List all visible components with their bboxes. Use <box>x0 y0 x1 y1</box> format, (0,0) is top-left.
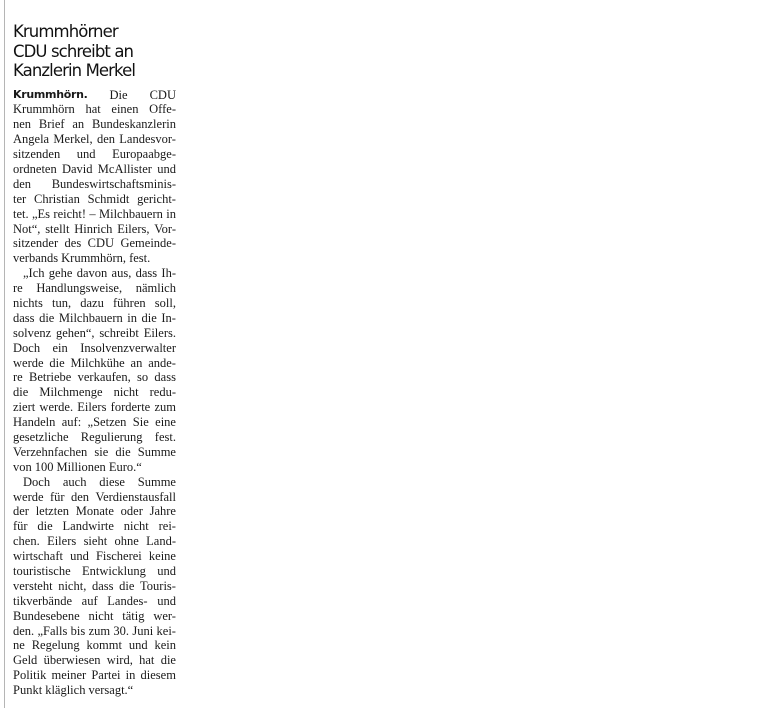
word: Milchbauern <box>99 206 163 221</box>
word: den. <box>13 623 35 638</box>
word: und <box>70 549 89 564</box>
text-line <box>13 177 176 192</box>
word: Partei <box>91 668 121 683</box>
word: nicht <box>123 519 149 534</box>
text-line <box>13 549 176 564</box>
word: ziert <box>13 400 36 415</box>
text-line <box>13 296 176 311</box>
word: Land- <box>146 534 176 549</box>
word: werde <box>13 355 44 370</box>
word: Milchbauern <box>58 310 123 325</box>
headline-line: CDU schreibt an <box>13 41 134 61</box>
word: Summe <box>137 474 176 489</box>
word: Handlungsweise, <box>36 281 123 296</box>
word: gesetzliche <box>13 429 69 444</box>
word: forderte <box>110 400 151 415</box>
word: nämlich <box>135 281 176 296</box>
dateline: Krummhörn. <box>13 87 88 101</box>
word: – <box>89 206 96 221</box>
text-line <box>13 594 176 609</box>
word: sie <box>94 444 109 459</box>
word: an <box>72 117 85 132</box>
text-line <box>13 668 176 683</box>
word: an <box>130 355 143 370</box>
word: ne <box>13 638 25 653</box>
word: tun, <box>52 295 72 310</box>
word: und <box>128 638 148 653</box>
text-line <box>13 415 176 430</box>
word: Jahre <box>149 504 176 519</box>
text-line <box>13 564 176 579</box>
word: den <box>70 489 90 504</box>
word: Fischerei <box>95 549 142 564</box>
text-line <box>13 162 176 177</box>
word: diesem <box>140 668 176 683</box>
word: der <box>13 504 29 519</box>
word: nicht, <box>58 578 87 593</box>
word: Milchkühe <box>70 355 125 370</box>
word: versteht <box>13 578 53 593</box>
text-line <box>13 504 176 519</box>
text-line <box>13 460 176 475</box>
text-line <box>13 192 176 207</box>
word: rei- <box>158 519 176 534</box>
word: Betriebe <box>29 370 72 385</box>
article-body <box>13 88 176 699</box>
word: Eilers <box>47 534 77 549</box>
text-line <box>13 132 176 147</box>
word: ein <box>52 340 68 355</box>
word: nen <box>13 117 32 132</box>
word: Doch <box>23 474 51 489</box>
word: davon <box>76 266 108 281</box>
text-line <box>13 445 176 460</box>
word: In- <box>161 310 176 325</box>
word: Eilers. <box>143 325 176 340</box>
word: nicht <box>113 385 139 400</box>
word: Regulierung <box>80 429 143 444</box>
word: fest. <box>129 251 151 266</box>
word: Die <box>109 87 128 102</box>
word: Eilers <box>77 400 107 415</box>
word: sitzender <box>13 236 59 251</box>
word: gehe <box>48 266 73 281</box>
word: Schmidt <box>87 191 130 206</box>
word: oder <box>120 504 143 519</box>
text-line <box>13 385 176 400</box>
text-line <box>13 490 176 505</box>
word: re <box>13 281 23 296</box>
text-line <box>13 430 176 445</box>
word: auf: <box>61 415 82 430</box>
word: wird, <box>106 653 133 668</box>
word: eine <box>155 415 176 430</box>
word: Landesvor- <box>119 132 176 147</box>
headline-line: Kanzlerin Merkel <box>13 61 136 80</box>
word: in <box>125 668 136 683</box>
word: dass <box>13 310 35 325</box>
text-line <box>13 88 176 103</box>
word: ter <box>13 191 27 206</box>
word: „Ich <box>23 266 45 281</box>
word: 30. <box>113 623 130 638</box>
word: Sie <box>132 415 149 430</box>
column-rule <box>4 0 5 708</box>
word: gericht- <box>137 191 176 206</box>
word: hat <box>85 102 101 117</box>
word: die <box>49 355 65 370</box>
text-line <box>13 207 176 222</box>
word: werde. <box>39 400 74 415</box>
word: tätig <box>122 608 145 623</box>
text-line <box>13 683 176 698</box>
word: und <box>157 593 176 608</box>
word: Krummhörn, <box>61 251 127 266</box>
word: Landwirte <box>62 519 114 534</box>
word: fest. <box>154 429 176 444</box>
word: sieht <box>83 534 108 549</box>
word: Bundesebene <box>13 608 80 623</box>
text-line <box>13 147 176 162</box>
word: des <box>64 236 82 251</box>
word: Bundeswirtschaftsminis- <box>51 176 176 191</box>
word: Christian <box>33 191 80 206</box>
word: meiner <box>51 668 87 683</box>
word: die <box>160 653 176 668</box>
word: einen <box>111 102 139 117</box>
text-line <box>13 519 176 534</box>
word: für <box>13 519 28 534</box>
word: den <box>96 132 115 147</box>
word: touristische <box>13 564 71 578</box>
word: dass <box>154 370 176 385</box>
word: führen <box>113 295 146 310</box>
word: schreibt <box>99 325 139 340</box>
text-line <box>13 475 176 490</box>
word: dazu <box>80 295 104 310</box>
word: Europaabge- <box>112 147 176 162</box>
word: tet. <box>13 206 29 221</box>
word: nicht <box>88 608 114 623</box>
word: chen. <box>13 534 40 549</box>
word: Milchmenge <box>39 385 103 400</box>
word: hat <box>139 653 155 668</box>
word: wer- <box>153 608 176 623</box>
word: soll, <box>154 295 176 310</box>
text-line <box>13 251 176 266</box>
text-line <box>13 341 176 356</box>
word: McAllister <box>97 161 152 176</box>
text-line <box>13 579 176 594</box>
word: CDU <box>149 87 176 102</box>
word: ordneten <box>13 161 57 176</box>
word: Bundeskanzlerin <box>91 117 176 132</box>
word: Entwicklung <box>82 564 146 578</box>
word: Hinrich <box>74 221 113 236</box>
word: und <box>76 147 96 162</box>
word: Vor- <box>154 221 176 236</box>
word: in <box>166 206 176 221</box>
word: Doch <box>13 340 41 355</box>
word: Insolvenzverwalter <box>80 340 176 355</box>
word: „Es <box>31 206 51 221</box>
word: „Setzen <box>87 415 127 430</box>
word: Monate <box>75 504 114 519</box>
word: und <box>157 564 176 578</box>
word: solvenz <box>13 325 52 340</box>
word: letzten <box>35 504 70 519</box>
word: in <box>127 310 138 325</box>
text-line <box>13 102 176 117</box>
text-line <box>13 281 176 296</box>
word: den <box>13 176 32 191</box>
word: gehen“, <box>55 325 95 340</box>
word: zum <box>154 400 176 415</box>
news-article <box>13 22 176 698</box>
word: stellt <box>45 221 70 236</box>
word: die <box>115 444 131 459</box>
text-line <box>13 266 176 281</box>
word: Euro.“ <box>108 459 142 474</box>
word: kein <box>154 638 176 653</box>
text-line <box>13 117 176 132</box>
word: nichts <box>13 295 43 310</box>
word: Brief <box>38 117 65 132</box>
word: CDU <box>87 236 115 251</box>
text-line <box>13 356 176 371</box>
word: tikverbände <box>13 593 73 608</box>
text-line <box>13 638 176 653</box>
word: Krummhörn <box>13 102 75 117</box>
word: sitzenden <box>13 147 61 162</box>
word: die <box>13 385 29 400</box>
word: Regelung <box>31 638 80 653</box>
word: „Falls <box>37 623 68 638</box>
word: Geld <box>13 653 38 668</box>
word: von <box>13 459 32 474</box>
word: so <box>137 370 149 385</box>
word: Juni <box>132 623 154 638</box>
word: reicht! <box>53 206 87 221</box>
word: wirtschaft <box>13 549 63 564</box>
word: diese <box>99 474 125 489</box>
word: und <box>157 161 176 176</box>
word: die <box>39 310 55 325</box>
word: zum <box>88 623 111 638</box>
word: ohne <box>114 534 139 549</box>
article-headline <box>13 22 176 81</box>
word: Verdienstausfall <box>95 489 176 504</box>
word: Millionen <box>56 459 106 474</box>
word: verbands <box>13 251 59 266</box>
word: auch <box>62 474 87 489</box>
word: re <box>13 370 23 385</box>
word: kei- <box>156 623 176 638</box>
word: Verzehnfachen <box>13 444 88 459</box>
word: kommt <box>86 638 122 653</box>
text-line <box>13 400 176 415</box>
word: aus, <box>111 266 132 281</box>
word: Not“, <box>13 221 41 236</box>
word: auf <box>81 593 98 608</box>
word: bis <box>70 623 86 638</box>
word: dass <box>91 578 114 593</box>
word: dass <box>135 266 158 281</box>
word: keine <box>148 549 176 564</box>
text-line <box>13 311 176 326</box>
word: Landes- <box>107 593 148 608</box>
word: Summe <box>137 444 176 459</box>
word: die <box>119 578 135 593</box>
word: die <box>141 310 157 325</box>
word: kläglich <box>45 683 86 698</box>
word: 100 <box>34 459 54 474</box>
text-line <box>13 609 176 624</box>
text-line <box>13 370 176 385</box>
word: Politik <box>13 668 47 683</box>
word: Touris- <box>140 578 176 593</box>
text-line <box>13 222 176 237</box>
word: Offe- <box>149 102 176 117</box>
word: ande- <box>148 355 176 370</box>
word: redu- <box>149 385 176 400</box>
word: die <box>37 519 53 534</box>
word: Merkel, <box>53 132 93 147</box>
word: überwiesen <box>43 653 101 668</box>
word: Gemeinde- <box>120 236 176 251</box>
word: Handeln <box>13 415 56 430</box>
word: Eilers, <box>117 221 150 236</box>
text-line <box>13 624 176 639</box>
text-line <box>13 653 176 668</box>
headline-line: Krummhörner <box>13 22 118 41</box>
word: Punkt <box>13 683 43 698</box>
text-line <box>13 326 176 341</box>
word: David <box>61 161 93 176</box>
word: Angela <box>13 132 50 147</box>
word: versagt.“ <box>88 683 134 698</box>
text-line <box>13 534 176 549</box>
word: werde <box>13 489 44 504</box>
word: Ih- <box>161 266 176 281</box>
word: verkaufen, <box>77 370 131 385</box>
text-line <box>13 236 176 251</box>
word: für <box>49 489 65 504</box>
